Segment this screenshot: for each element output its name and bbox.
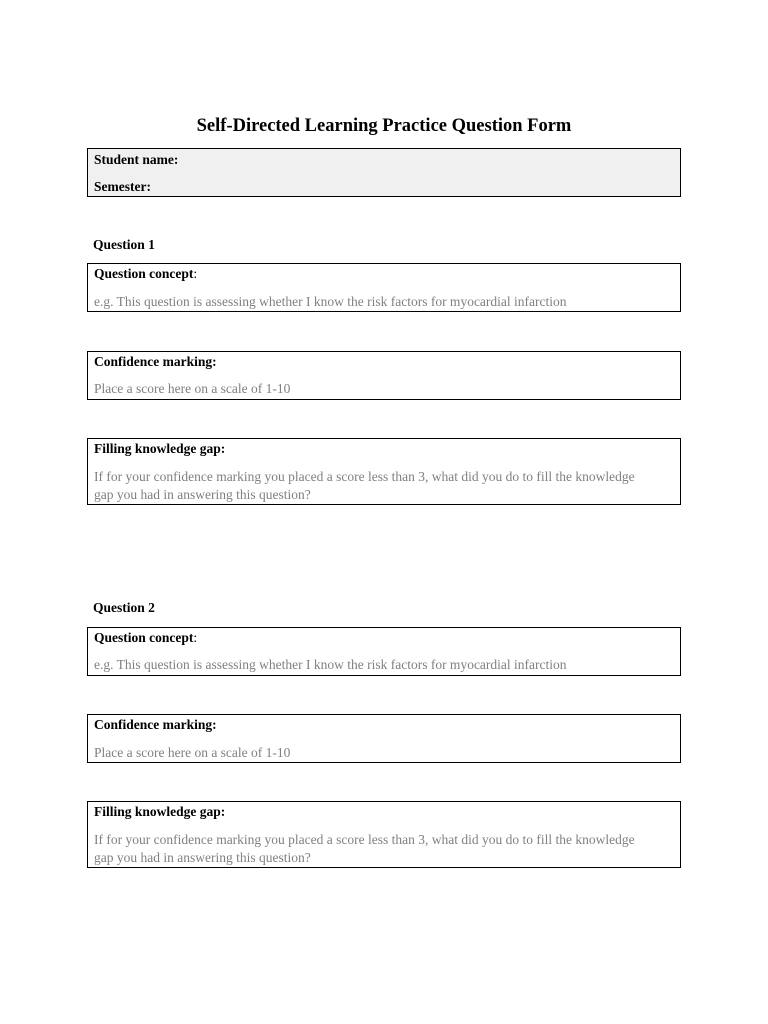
confidence-marking-label: Confidence marking:: [94, 717, 217, 732]
question-concept-label-text: Question concept: [94, 630, 194, 645]
question-2-knowledge-gap-box[interactable]: [87, 801, 681, 868]
semester-label[interactable]: Semester:: [94, 179, 151, 194]
question-concept-label: [94, 266, 197, 282]
question-2-concept-box[interactable]: [87, 627, 681, 676]
question-concept-hint: e.g. This question is assessing whether I know the risk factors for myocardial infarction: [94, 294, 567, 309]
question-2-confidence-box[interactable]: [87, 714, 681, 763]
question-concept-colon: :: [193, 630, 198, 645]
form-title: Self-Directed Learning Practice Question Form: [196, 116, 572, 136]
confidence-marking-label: Confidence marking:: [94, 354, 217, 369]
question-concept-label-text: Question concept: [94, 266, 194, 281]
knowledge-gap-hint: If for your confidence marking you placed a score less than 3, what did you do to fill the knowledge gap you had in answering this question?: [94, 832, 635, 865]
question-concept-hint: e.g. This question is assessing whether I know the risk factors for myocardial infarction: [94, 657, 567, 672]
confidence-marking-hint: Place a score here on a scale of 1-10: [94, 745, 291, 760]
knowledge-gap-hint: If for your confidence marking you placed a score less than 3, what did you do to fill the knowledge gap you had in answering this question?: [94, 469, 635, 502]
knowledge-gap-label: Filling knowledge gap:: [94, 441, 226, 456]
student-name-label[interactable]: Student name:: [94, 152, 179, 167]
question-1-knowledge-gap-box[interactable]: [87, 438, 681, 505]
confidence-marking-hint: Place a score here on a scale of 1-10: [94, 381, 291, 396]
question-concept-label: [94, 630, 197, 646]
question-1-confidence-box[interactable]: [87, 351, 681, 400]
question-concept-colon: :: [193, 266, 198, 281]
question-1-concept-box[interactable]: [87, 263, 681, 312]
question-2-heading: Question 2: [93, 600, 155, 615]
question-1-heading: Question 1: [93, 237, 155, 252]
student-info-box: [87, 148, 681, 197]
knowledge-gap-label: Filling knowledge gap:: [94, 804, 226, 819]
